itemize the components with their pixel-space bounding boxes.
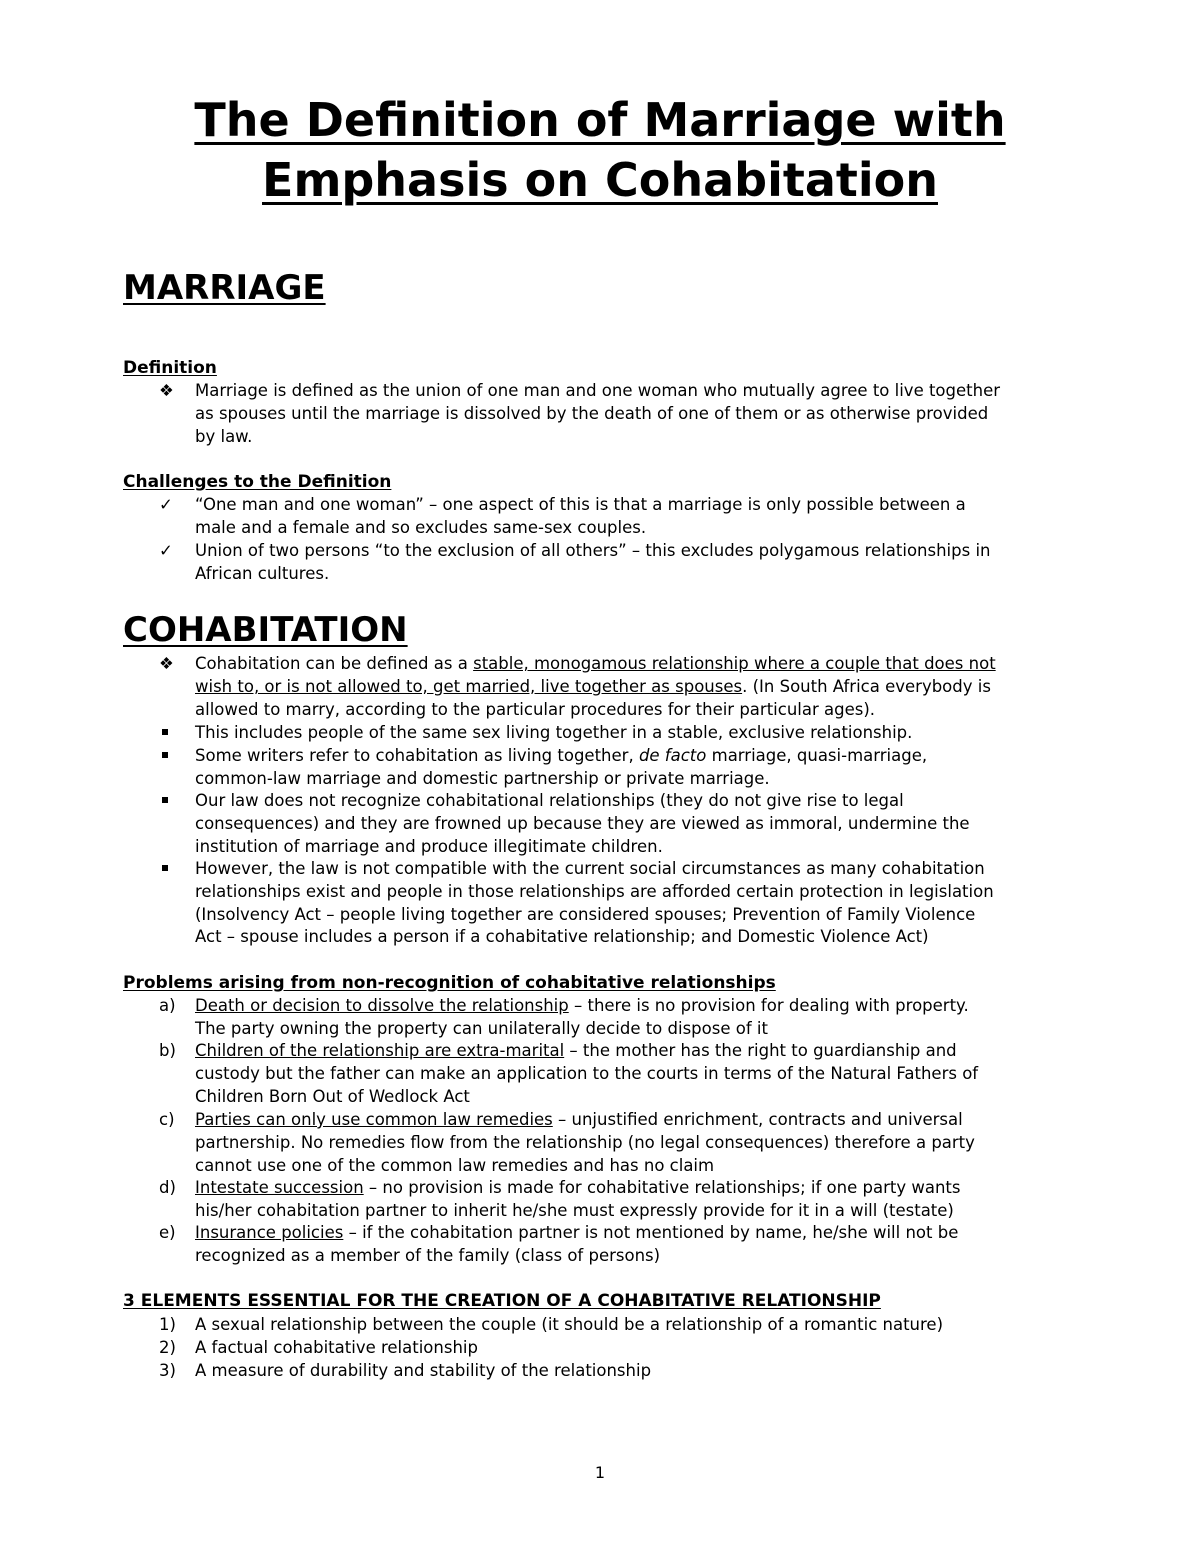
bullet-line: institution of marriage and produce illegitimate children. [195,836,663,856]
square-bullet-icon [159,790,189,813]
problem-item [123,995,1058,1041]
challenge-item [123,494,1058,540]
cohabitation-intro [123,653,1058,721]
bullet-line: relationships exist and people in those relationships are afforded certain protection in legislation [195,881,994,901]
document-title [0,90,1200,210]
bullet-line: (Insolvency Act – people living together are considered spouses; Prevention of Family Violence [195,904,976,924]
problem-line: Intestate succession – no provision is made for cohabitative relationships; if one party wants [195,1178,961,1197]
cohabitation-bullet [123,858,1058,949]
definition-heading: Definition [123,358,217,378]
problem-item [123,1177,1058,1223]
problem-line: Children of the relationship are extra-marital – the mother has the right to guardianship and [195,1041,957,1060]
list-marker: e) [159,1223,176,1242]
list-marker: 3) [159,1361,176,1380]
page-number: 1 [594,1463,606,1482]
intro-line-2: wish to, or is not allowed to, get married, live together as spouses. (In South Africa everybody is [195,676,991,696]
cohabitation-bullet [123,745,1058,791]
problem-line: custody but the father can make an application to the courts in terms of the Natural Fathers of [195,1063,979,1083]
challenges-heading: Challenges to the Definition [123,472,392,492]
definition-line: as spouses until the marriage is dissolved by the death of one of them or as otherwise provided [195,403,989,423]
problem-item [123,1040,1058,1108]
element-line: A measure of durability and stability of the relationship [195,1361,652,1380]
bullet-line: Some writers refer to cohabitation as living together, de facto marriage, quasi-marriage, [195,746,928,765]
diamond-bullet-icon: ❖ [159,381,174,400]
problem-line: Insurance policies – if the cohabitation partner is not mentioned by name, he/she will not be [195,1223,959,1242]
list-marker: 2) [159,1338,176,1357]
title-line-2: Emphasis on Cohabitation [262,153,938,207]
bullet-line: However, the law is not compatible with the current social circumstances as many cohabitation [195,859,985,878]
checkmark-icon: ✓ [159,495,173,514]
diamond-bullet-icon: ❖ [159,654,174,673]
list-marker: 1) [159,1315,176,1334]
intro-line-1: Cohabitation can be defined as a stable, monogamous relationship where a couple that does not [195,654,996,673]
element-line: A sexual relationship between the couple (it should be a relationship of a romantic nature) [195,1315,944,1334]
definition-line: Marriage is defined as the union of one man and one woman who mutually agree to live together [195,381,1001,400]
challenge-item [123,540,1058,586]
problem-item [123,1222,1058,1268]
intro-definition-underlined: stable, monogamous relationship where a couple that does not [473,654,996,673]
square-bullet-icon [159,722,189,745]
problem-line: his/her cohabitation partner to inherit he/she must expressly provide for it in a will (testate) [195,1200,954,1220]
problem-line: Death or decision to dissolve the relationship – there is no provision for dealing with property. [195,996,969,1015]
element-line: A factual cohabitative relationship [195,1338,478,1357]
problem-line: cannot use one of the common law remedies and has no claim [195,1155,715,1175]
problem-line: recognized as a member of the family (class of persons) [195,1245,661,1265]
challenge-line: African cultures. [195,563,330,583]
bullet-line: Act – spouse includes a person if a cohabitative relationship; and Domestic Violence Act) [195,927,929,947]
problem-line: The party owning the property can unilaterally decide to dispose of it [195,1018,768,1038]
definition-paragraph [123,380,1058,448]
element-item [123,1337,1058,1360]
challenge-line: “One man and one woman” – one aspect of this is that a marriage is only possible between a [195,495,966,514]
checkmark-icon: ✓ [159,541,173,560]
problem-item [123,1109,1058,1177]
list-marker: a) [159,996,176,1015]
bullet-line: common-law marriage and domestic partnership or private marriage. [195,768,770,788]
list-marker: c) [159,1110,175,1129]
bullet-line: This includes people of the same sex living together in a stable, exclusive relationship. [195,723,913,742]
cohabitation-bullet [123,722,1058,745]
problems-heading: Problems arising from non-recognition of cohabitative relationships [123,973,776,993]
list-marker: b) [159,1041,176,1060]
intro-line-3: allowed to marry, according to the particular procedures for their particular ages). [195,699,876,719]
element-item [123,1360,1058,1383]
de-facto-italic: de facto [638,746,707,765]
element-item [123,1314,1058,1337]
bullet-line: consequences) and they are frowned up because they are viewed as immoral, undermine the [195,813,970,833]
list-marker: d) [159,1178,176,1197]
challenge-line: Union of two persons “to the exclusion of all others” – this excludes polygamous relationships in [195,541,991,560]
intro-definition-underlined: wish to, or is not allowed to, get married, live together as spouses [195,676,743,696]
marriage-heading: MARRIAGE [123,268,326,308]
square-bullet-icon [159,858,189,881]
elements-heading: 3 ELEMENTS ESSENTIAL FOR THE CREATION OF A COHABITATIVE RELATIONSHIP [123,1291,881,1311]
cohabitation-bullet [123,790,1058,858]
challenge-line: male and a female and so excludes same-sex couples. [195,517,647,537]
problem-line: Parties can only use common law remedies – unjustified enrichment, contracts and universal [195,1110,963,1129]
square-bullet-icon [159,745,189,768]
bullet-line: Our law does not recognize cohabitational relationships (they do not give rise to legal [195,791,904,810]
problem-line: partnership. No remedies flow from the relationship (no legal consequences) therefore a party [195,1132,975,1152]
cohabitation-heading: COHABITATION [123,610,408,650]
title-line-1: The Definition of Marriage with [194,93,1006,147]
definition-line: by law. [195,426,253,446]
problem-line: Children Born Out of Wedlock Act [195,1086,470,1106]
